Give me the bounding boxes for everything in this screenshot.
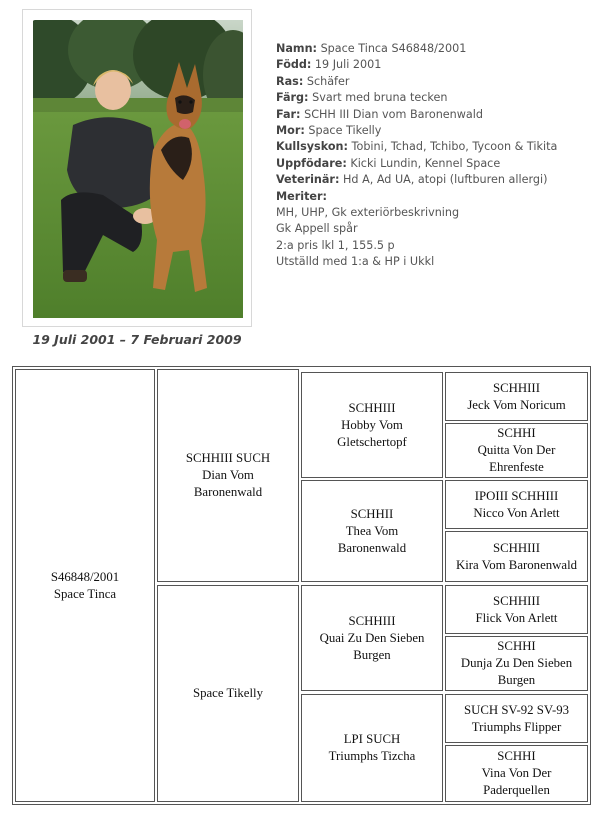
pedigree-great-grandparent-text: SCHHI Dunja Zu Den Sieben Burgen	[460, 639, 573, 687]
info-row-dam	[276, 123, 557, 139]
pedigree-grandparent-cell	[301, 372, 443, 478]
info-label: Uppfödare:	[276, 156, 347, 170]
pedigree-grandparent-text: SCHHII Thea Vom Baronenwald	[337, 506, 407, 555]
info-row-vet	[276, 172, 557, 188]
info-label: Namn:	[276, 42, 318, 55]
pedigree-great-grandparent-text: SCHHIII Flick Von Arlett	[475, 593, 558, 625]
info-label: Kullsyskon:	[276, 140, 348, 154]
pedigree-great-grandparent-cell	[445, 585, 588, 634]
pedigree-great-grandparent-text: SUCH SV-92 SV-93 Triumphs Flipper	[463, 702, 570, 734]
info-label: Veterinär:	[276, 173, 340, 187]
pedigree-great-grandparent-cell	[445, 372, 588, 421]
info-row-littermates	[276, 139, 557, 155]
pedigree-grandparent-cell	[301, 480, 443, 582]
info-label: Född:	[276, 58, 312, 72]
info-label: Meriter:	[276, 189, 327, 203]
photo-illustration	[33, 20, 243, 318]
info-value: 19 Juli 2001	[311, 58, 382, 72]
info-row-merits	[276, 189, 557, 205]
info-row-breeder	[276, 156, 557, 172]
pedigree-great-grandparent-cell	[445, 636, 588, 691]
info-value: Schäfer	[303, 74, 350, 88]
pedigree-grandparent-cell	[301, 585, 443, 691]
pedigree-great-grandparent-text: SCHHIII Jeck Vom Noricum	[467, 380, 566, 412]
pedigree-great-grandparent-text: IPOIII SCHHIII Nicco Von Arlett	[473, 488, 560, 520]
info-value: SCHH III Dian vom Baronenwald	[300, 107, 483, 121]
info-value: Space Tinca S46848/2001	[317, 42, 467, 55]
pedigree-grandparent-text: LPI SUCH Triumphs Tizcha	[328, 732, 416, 763]
info-value: Tobini, Tchad, Tchibo, Tycoon & Tikita	[347, 140, 558, 154]
merit-item: MH, UHP, Gk exteriörbeskrivning	[276, 206, 460, 220]
pedigree-great-grandparent-text: SCHHIII Kira Vom Baronenwald	[455, 540, 578, 572]
pedigree-great-grandparent-cell	[445, 480, 588, 529]
info-value: Hd A, Ad UA, atopi (luftburen allergi)	[339, 173, 548, 187]
pedigree-dam-text: Space Tikelly	[192, 686, 264, 700]
info-label: Far:	[276, 107, 301, 121]
pedigree-great-grandparent-cell	[445, 694, 588, 743]
info-row-born	[276, 57, 557, 73]
info-value: Kicki Lundin, Kennel Space	[346, 156, 501, 170]
info-row-sire	[276, 107, 557, 123]
photo-frame	[22, 9, 252, 327]
pedigree-great-grandparent-cell	[445, 423, 588, 478]
merit-item: 2:a pris lkl 1, 155.5 p	[276, 238, 395, 252]
pedigree-sire-cell	[157, 369, 299, 582]
info-value: Space Tikelly	[304, 124, 382, 138]
pedigree-great-grandparent-text: SCHHI Vina Von Der Paderquellen	[481, 749, 552, 797]
pedigree-dog-text: S46848/2001 Space Tinca	[50, 569, 120, 601]
info-label: Färg:	[276, 91, 309, 105]
info-row-breed	[276, 74, 557, 90]
info-row-name	[276, 41, 557, 57]
info-label: Mor:	[276, 124, 305, 138]
pedigree-dog-cell	[15, 369, 155, 802]
life-dates-caption: 19 Juli 2001 – 7 Februari 2009	[32, 332, 242, 347]
dog-photo	[33, 20, 243, 318]
pedigree-grandparent-text: SCHHIII Hobby Vom Gletschertopf	[337, 400, 407, 449]
pedigree-great-grandparent-cell	[445, 745, 588, 802]
pedigree-great-grandparent-text: SCHHI Quitta Von Der Ehrenfeste	[477, 426, 556, 474]
merit-item: Gk Appell spår	[276, 222, 358, 236]
pedigree-great-grandparent-cell	[445, 531, 588, 582]
pedigree-grandparent-cell	[301, 694, 443, 802]
info-label: Ras:	[276, 74, 304, 88]
merit-item: Utställd med 1:a & HP i Ukkl	[276, 255, 435, 269]
dog-info	[276, 41, 557, 271]
pedigree-table	[12, 366, 591, 805]
info-value: Svart med bruna tecken	[308, 91, 448, 105]
info-row-color	[276, 90, 557, 106]
pedigree-dam-cell	[157, 585, 299, 802]
pedigree-grandparent-text: SCHHIII Quai Zu Den Sieben Burgen	[319, 613, 425, 662]
pedigree-sire-text: SCHHIII SUCH Dian Vom Baronenwald	[185, 451, 271, 499]
